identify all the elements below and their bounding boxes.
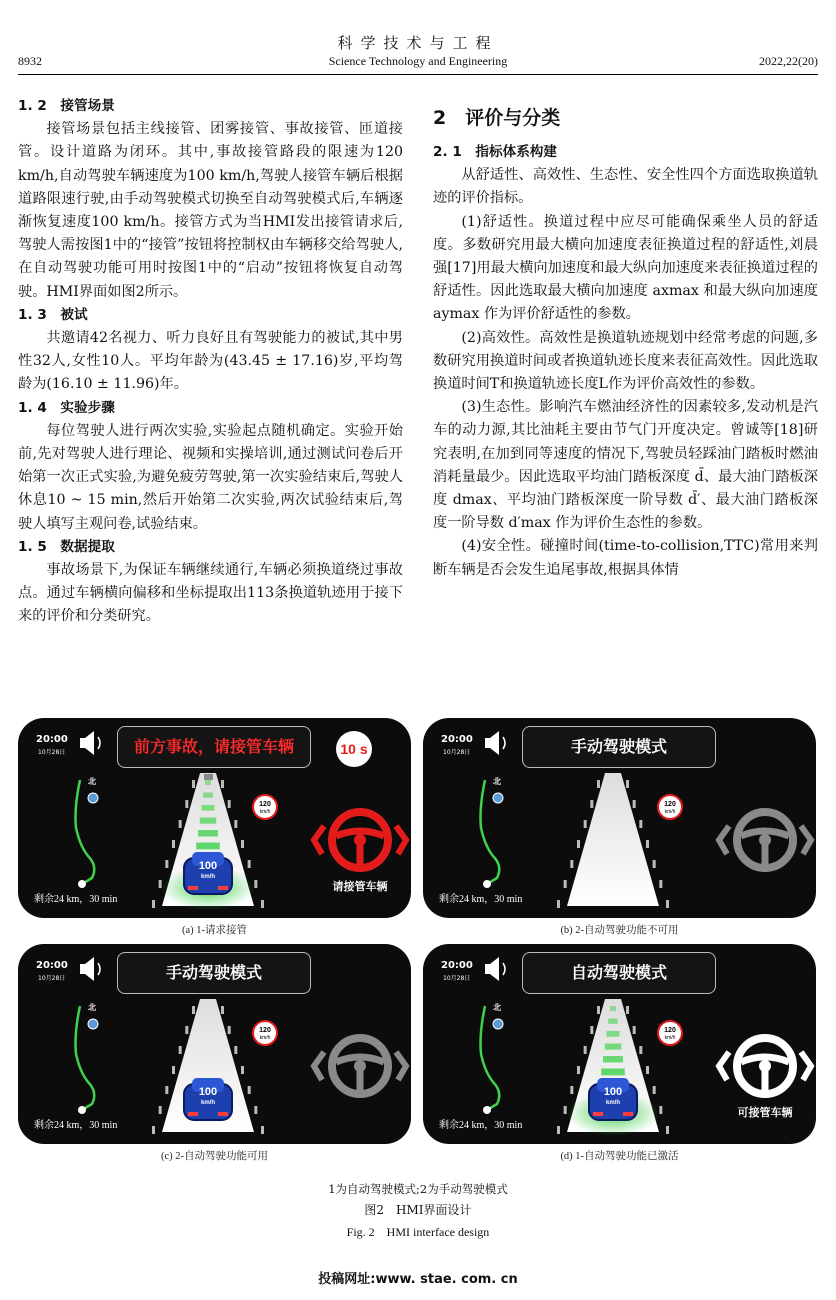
clock-time: 20:00 [441,734,473,745]
figure-caption-en: Fig. 2 HMI interface design [346,1225,490,1239]
header-rule [18,74,818,75]
lane-guide-bar [607,1031,620,1037]
lane-guide-bar [605,1044,622,1050]
remaining-distance: 剩余24 km，30 min [439,1120,523,1131]
car-speed-unit: km/h [605,1100,620,1106]
subfigure-caption: (c) 2-自动驾驶功能可用 [160,1151,269,1162]
paragraph: 共邀请42名视力、听力良好且有驾驶能力的被试,其中男性32人,女性10人。平均年龄为(43.45 ± 17.16)岁,平均驾龄为(16.10 ± 11.96)年。 [18,330,403,393]
mode-banner: 手动驾驶模式 [522,726,716,768]
clock-time: 20:00 [441,960,473,971]
paragraph: (4)安全性。碰撞时间(time-to-collision,TTC)常用来判断车辆是否会发生追尾事故,根据具体情 [433,538,818,578]
journal-title-en: Science Technology and Engineering [328,54,508,68]
subsection-heading: 1. 3 被试 [18,306,88,323]
paragraph: 每位驾驶人进行两次实验,实验起点随机确定。实验开始前,先对驾驶人进行理论、视频和实操培训,通过测试问卷后开始第一次正式实验,为避免疲劳驾驶,第一次实验结束后,驾驶人休息10 ~ 15 min,然后开始第二次实验,两次试验结束后,驾驶人填写主观问卷,试验结束。 [18,422,403,532]
subsection-heading: 1. 2 接管场景 [18,98,115,114]
clock-date: 10月28日 [443,749,471,756]
car-speed-value: 100 [198,1086,218,1098]
countdown-timer: 10 s [336,731,372,767]
car-speed-unit: km/h [200,874,215,880]
figure-caption-cn: 图2 HMI界面设计 [364,1203,472,1217]
subfigure-caption: (b) 2-自动驾驶功能不可用 [560,925,679,936]
speaker-icon [485,957,505,981]
clock-date: 10月28日 [38,975,66,982]
subfigure-caption: (d) 1-自动驾驶功能已激活 [560,1151,679,1162]
subsection-heading: 1. 4 实验步骤 [18,399,115,416]
mode-banner: 自动驾驶模式 [522,952,716,994]
speed-limit-sign [657,794,683,820]
car-speed-value: 100 [603,1086,623,1098]
compass-marker [493,793,503,803]
steering-wheel-icon [719,812,811,868]
car-speed [184,1087,232,1109]
road-surface [567,773,659,906]
mode-banner: 手动驾驶模式 [117,952,311,994]
speed-limit-sign [657,1020,683,1046]
footer-url: 投稿网址:www. stae. com. cn [318,1272,518,1287]
car-speed-value: 100 [198,860,218,872]
compass-marker [493,1019,503,1029]
lane-guide-bar [608,1019,618,1024]
clock-date: 10月28日 [38,749,66,756]
compass-north-label: 北 [493,777,501,786]
takeover-label: 可接管车辆 [737,1106,793,1119]
speed-limit-value: 120 [259,1027,271,1034]
subsection-heading: 1. 5 数据提取 [18,538,115,555]
issue-label: 2022,22(20) [759,54,818,68]
paragraph: (1)舒适性。换道过程中应尽可能确保乘坐人员的舒适度。多数研究用最大横向加速度表征换道过程的舒适性,刘晨强[17]用最大横向加速度和最大纵向加速度来表征换道过程的舒适性。因此选取最大横向加速度 axmax 和最大纵向加速度 aymax 作为评价舒适性的参数。 [433,213,818,323]
compass-marker [88,793,98,803]
mode-banner: 前方事故，请接管车辆 [117,726,311,768]
hmi-panel [18,718,411,918]
lane-guide-bar [205,780,211,785]
paragraph: 接管场景包括主线接管、团雾接管、事故接管、匝道接管。设计道路为闭环。其中,事故接管路段的限速为120 km/h,自动驾驶车辆速度为100 km/h,驾驶人接管车辆后根据道路限速行驶,由手动驾驶模式切换至自动驾驶模式后,车辆逐渐恢复速度100 km/h。接管方式为当HMI发出接管请求后,驾驶人需按图1中的“接管”按钮将控制权由车辆移交给驾驶人,在自动驾驶功能可用时按图1中的“启动”按钮将恢复自动驾驶。HMI界面如图2所示。 [18,121,403,300]
speed-limit-value: 120 [664,1027,676,1034]
figure-note: 1为自动驾驶模式;2为手动驾驶模式 [328,1182,508,1196]
car-speed [184,861,232,883]
remaining-distance: 剩余24 km，30 min [439,894,523,905]
clock-time: 20:00 [36,734,68,745]
speed-limit-value: 120 [664,801,676,808]
steering-wheel-icon [314,812,406,868]
lane-guide-bar [603,1056,623,1063]
speed-limit-unit: km/h [664,809,676,815]
speed-limit-sign [252,1020,278,1046]
speaker-icon [80,731,100,755]
speed-limit-sign [252,794,278,820]
compass-north-label: 北 [88,777,96,786]
route-end-marker [78,880,86,888]
route-end-marker [483,1106,491,1114]
route-end-marker [483,880,491,888]
speed-limit-unit: km/h [664,1035,676,1041]
paragraph: 事故场景下,为保证车辆继续通行,车辆必须换道绕过事故点。通过车辆横向偏移和坐标提取出113条换道轨迹用于接下来的评价和分类研究。 [18,562,403,625]
subfigure-caption: (a) 1-请求接管 [181,925,248,936]
lane-guide-bar [203,793,213,798]
route-end-marker [78,1106,86,1114]
steering-wheel-icon [719,1038,811,1094]
lane-guide-bar [610,1006,616,1011]
compass-marker [88,1019,98,1029]
lane-guide-bar [198,830,218,837]
compass-north-label: 北 [493,1003,501,1012]
compass-north-label: 北 [88,1003,96,1012]
subsection-heading: 2. 1 指标体系构建 [433,144,557,160]
lane-guide-bar [196,843,220,850]
right-column [433,95,818,582]
hmi-panel [423,944,816,1144]
speed-limit-unit: km/h [259,809,271,815]
page-number: 8932 [18,54,42,68]
speed-limit-value: 120 [259,801,271,808]
paragraph: (2)高效性。高效性是换道轨迹规划中经常考虑的问题,多数研究用换道时间或者换道轨迹长度来表征高效性。因此选取换道时间T和换道轨迹长度L作为评价高效性的参数。 [433,329,818,393]
lane-guide-bar [200,818,217,824]
car-speed-unit: km/h [200,1100,215,1106]
clock-time: 20:00 [36,960,68,971]
remaining-distance: 剩余24 km，30 min [34,1120,118,1131]
hmi-panel [423,718,816,918]
obstacle-vehicle [204,774,213,780]
lane-guide-bar [601,1069,625,1076]
clock-date: 10月28日 [443,975,471,982]
hmi-figure [18,718,818,1178]
speaker-icon [80,957,100,981]
section-heading: 2 评价与分类 [433,107,561,129]
speaker-icon [485,731,505,755]
journal-title-cn: 科学技术与工程 [337,34,499,52]
left-column [18,95,403,629]
car-speed [589,1087,637,1109]
steering-wheel-icon [314,1038,406,1094]
takeover-label: 请接管车辆 [332,880,388,893]
paragraph: (3)生态性。影响汽车燃油经济性的因素较多,发动机是汽车的动力源,其比油耗主要由节气门开度决定。曾诚等[18]研究表明,在加到同等速度的情况下,驾驶员轻踩油门踏板时燃油消耗量最少。因此选取平均油门踏板深度 d̄、最大油门踏板深度 dmax、平均油门踏板深度一阶导数 d̄′、最大油门踏板深度一阶导数 d′max 作为评价生态性的参数。 [433,399,818,532]
hmi-panel [18,944,411,1144]
lane-guide-bar [202,805,215,811]
remaining-distance: 剩余24 km，30 min [34,894,118,905]
paragraph: 从舒适性、高效性、生态性、安全性四个方面选取换道轨迹的评价指标。 [433,167,818,207]
speed-limit-unit: km/h [259,1035,271,1041]
